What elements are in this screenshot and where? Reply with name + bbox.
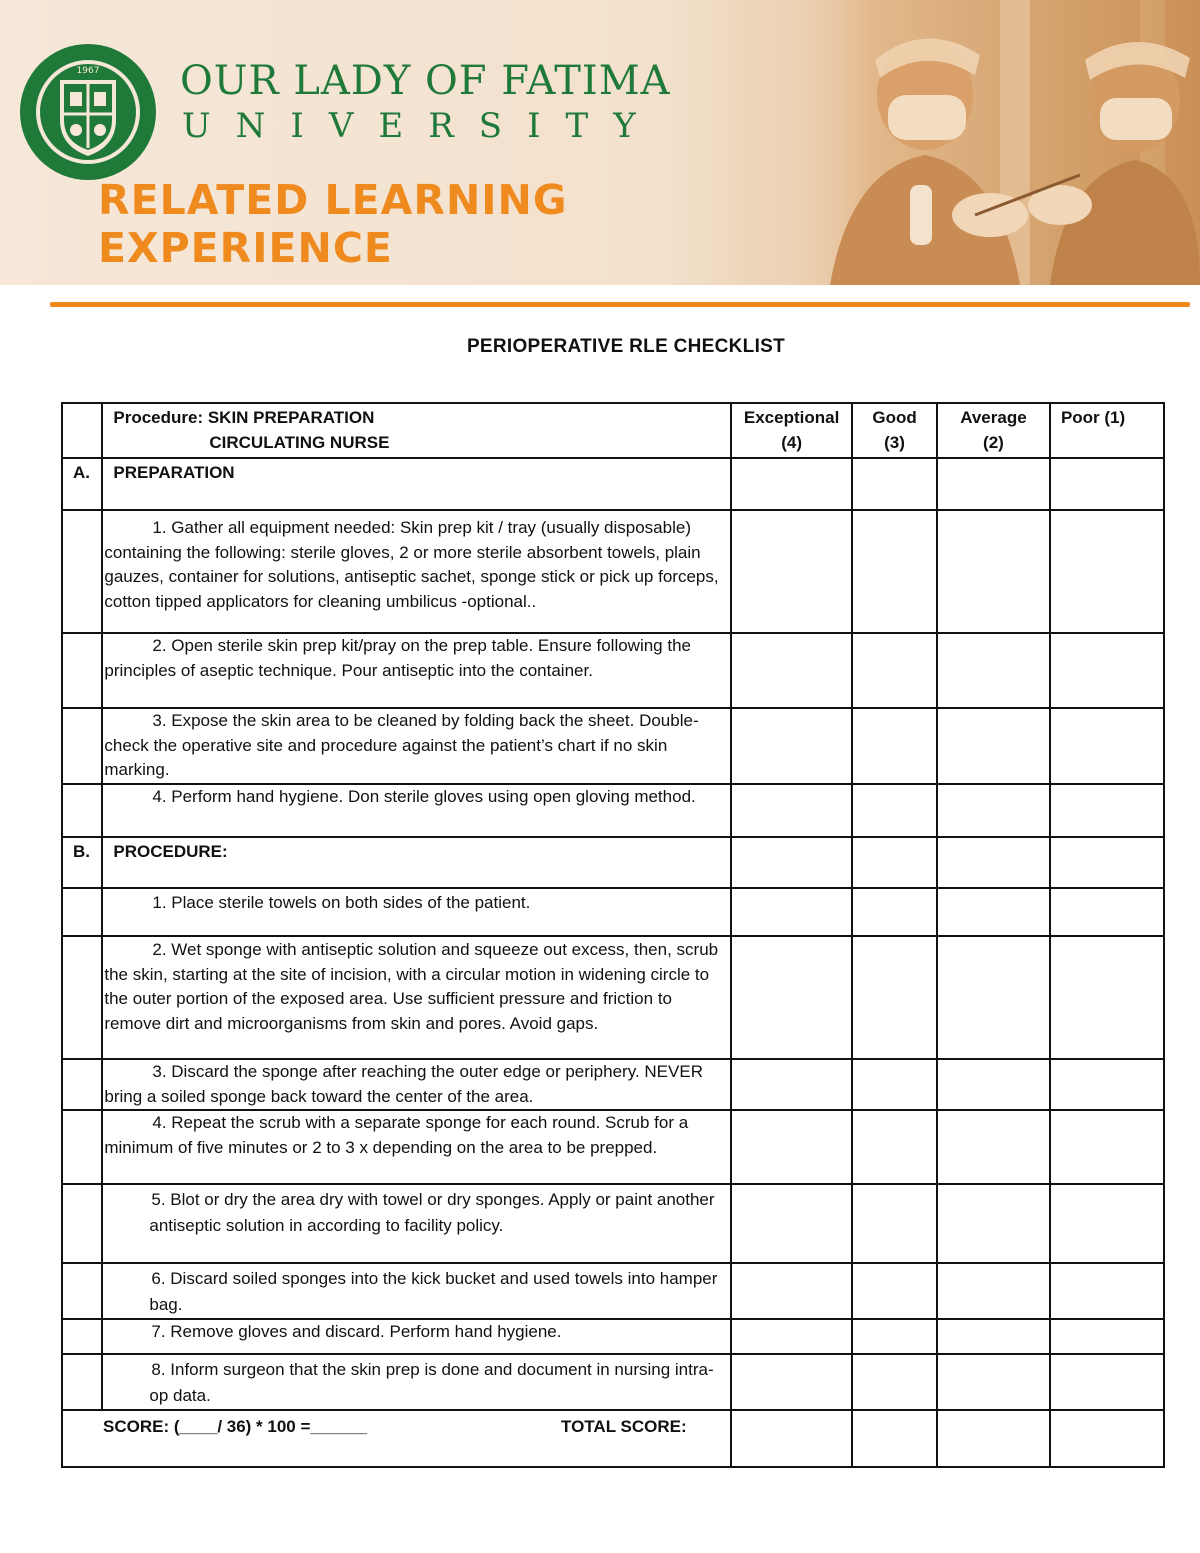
program-title-line1: RELATED LEARNING: [98, 176, 568, 224]
rating-cell-exceptional[interactable]: [731, 510, 852, 633]
rating-label: Average: [960, 408, 1027, 427]
table-row: [62, 1110, 1164, 1184]
total-score-label: TOTAL SCORE:: [561, 1417, 687, 1436]
rating-cell-poor[interactable]: [1050, 888, 1164, 936]
section-letter: B.: [62, 837, 102, 888]
rating-cell-poor[interactable]: [1050, 1319, 1164, 1354]
rating-cell-good[interactable]: [852, 510, 937, 633]
score-row: [62, 1410, 1164, 1467]
rating-value: (2): [983, 432, 1004, 452]
rating-cell-good[interactable]: [852, 633, 937, 708]
table-row: [62, 936, 1164, 1059]
rating-label: Exceptional: [743, 408, 840, 427]
rating-cell-average[interactable]: [937, 888, 1050, 936]
rating-cell-average[interactable]: [937, 708, 1050, 784]
rating-cell-good[interactable]: [852, 784, 937, 837]
section-title: PREPARATION: [102, 458, 731, 510]
step-text: 4. Perform hand hygiene. Don sterile gloves using open gloving method.: [102, 784, 731, 837]
rating-cell-poor[interactable]: [1050, 708, 1164, 784]
rating-header-good: [852, 403, 937, 458]
rating-cell-good[interactable]: [852, 1354, 937, 1410]
table-row: [62, 510, 1164, 633]
rating-cell-good[interactable]: [852, 1263, 937, 1319]
step-text: 3. Discard the sponge after reaching the outer edge or periphery. NEVER bring a soiled sponge back toward the center of the area.: [102, 1059, 731, 1110]
rating-cell-average[interactable]: [937, 1354, 1050, 1410]
rating-cell-average[interactable]: [937, 784, 1050, 837]
rating-cell-average[interactable]: [937, 1059, 1050, 1110]
blank-cell: [62, 888, 102, 936]
blank-cell: [62, 633, 102, 708]
rating-cell-good[interactable]: [852, 888, 937, 936]
step-text: 1. Place sterile towels on both sides of the patient.: [102, 888, 731, 936]
rating-cell-poor[interactable]: [1050, 837, 1164, 888]
rating-value: (4): [781, 432, 802, 452]
rating-cell-good[interactable]: [852, 1319, 937, 1354]
step-text: 4. Repeat the scrub with a separate sponge for each round. Scrub for a minimum of five minutes or 2 to 3 x depending on the area to be prepped.: [102, 1110, 731, 1184]
rating-cell-exceptional[interactable]: [731, 784, 852, 837]
procedure-header-cell: [102, 403, 731, 458]
procedure-label: Procedure: SKIN PREPARATION: [113, 408, 375, 427]
rating-header-average: [937, 403, 1050, 458]
blank-cell: [62, 936, 102, 1059]
rating-cell-good[interactable]: [852, 458, 937, 510]
rating-cell-good[interactable]: [852, 837, 937, 888]
document-title: PERIOPERATIVE RLE CHECKLIST: [466, 336, 786, 357]
rating-cell-poor[interactable]: [1050, 510, 1164, 633]
table-row: [62, 708, 1164, 784]
table-row: [62, 1263, 1164, 1319]
total-cell-exceptional[interactable]: [731, 1410, 852, 1467]
rating-cell-exceptional[interactable]: [731, 1319, 852, 1354]
university-name-line2: UNIVERSITY: [182, 106, 661, 146]
header-banner: [0, 0, 1200, 285]
rating-cell-poor[interactable]: [1050, 1354, 1164, 1410]
rating-cell-exceptional[interactable]: [731, 633, 852, 708]
rating-cell-poor[interactable]: [1050, 633, 1164, 708]
rating-cell-average[interactable]: [937, 1319, 1050, 1354]
blank-cell: [62, 1110, 102, 1184]
step-text: 6. Discard soiled sponges into the kick bucket and used towels into hamper bag.: [102, 1263, 731, 1319]
blank-cell: [62, 1059, 102, 1110]
rating-label: Good: [872, 408, 917, 427]
score-cell: [62, 1410, 731, 1467]
rating-value: (3): [884, 432, 905, 452]
rating-cell-poor[interactable]: [1050, 1110, 1164, 1184]
rating-header-exceptional: [731, 403, 852, 458]
rating-cell-average[interactable]: [937, 458, 1050, 510]
university-seal-icon: [18, 42, 158, 182]
table-row: [62, 1354, 1164, 1410]
program-title-line2: EXPERIENCE: [98, 224, 393, 272]
role-label: CIRCULATING NURSE: [209, 432, 390, 452]
university-name-line1: OUR LADY OF FATIMA: [180, 58, 671, 104]
header-blank-cell: [62, 403, 102, 458]
seal-year: 1967: [76, 66, 100, 76]
header-divider: [50, 302, 1190, 307]
blank-cell: [62, 510, 102, 633]
rating-cell-good[interactable]: [852, 1110, 937, 1184]
total-cell-poor[interactable]: [1050, 1410, 1164, 1467]
rating-cell-poor[interactable]: [1050, 784, 1164, 837]
step-text: 1. Gather all equipment needed: Skin prep kit / tray (usually disposable) containing the following: sterile gloves, 2 or more sterile absorbent towels, plain gauzes, container for solutions, antiseptic sachet, sponge stick or pick up forceps, cotton tipped applicators for cleaning umbilicus -optional..: [102, 510, 731, 633]
blank-cell: [62, 1354, 102, 1410]
rating-cell-average[interactable]: [937, 936, 1050, 1059]
rating-cell-poor[interactable]: [1050, 936, 1164, 1059]
step-text: 7. Remove gloves and discard. Perform hand hygiene.: [102, 1319, 731, 1354]
rating-cell-exceptional[interactable]: [731, 837, 852, 888]
rating-cell-good[interactable]: [852, 1059, 937, 1110]
rating-cell-average[interactable]: [937, 837, 1050, 888]
score-formula: SCORE: (____/ 36) * 100 =______: [103, 1417, 368, 1436]
table-row: [62, 784, 1164, 837]
table-row: [62, 888, 1164, 936]
step-text: 2. Open sterile skin prep kit/pray on the prep table. Ensure following the principles of aseptic technique. Pour antiseptic into the container.: [102, 633, 731, 708]
rating-cell-average[interactable]: [937, 1184, 1050, 1263]
section-row-procedure: [62, 837, 1164, 888]
rating-cell-good[interactable]: [852, 708, 937, 784]
blank-cell: [62, 784, 102, 837]
rating-cell-poor[interactable]: [1050, 1059, 1164, 1110]
step-text: 3. Expose the skin area to be cleaned by folding back the sheet. Double-check the operative site and procedure against the patient’s chart if no skin marking.: [102, 708, 731, 784]
section-letter: A.: [62, 458, 102, 510]
rating-cell-average[interactable]: [937, 1263, 1050, 1319]
rating-cell-poor[interactable]: [1050, 1184, 1164, 1263]
rating-cell-exceptional[interactable]: [731, 936, 852, 1059]
blank-cell: [62, 708, 102, 784]
checklist-table: [61, 402, 1165, 1468]
section-title: PROCEDURE:: [102, 837, 731, 888]
table-header-row: [62, 403, 1164, 458]
rating-cell-average[interactable]: [937, 633, 1050, 708]
table-row: [62, 633, 1164, 708]
total-cell-average[interactable]: [937, 1410, 1050, 1467]
rating-cell-average[interactable]: [937, 510, 1050, 633]
rating-cell-poor[interactable]: [1050, 1263, 1164, 1319]
rating-cell-average[interactable]: [937, 1110, 1050, 1184]
step-text: 5. Blot or dry the area dry with towel or dry sponges. Apply or paint another antiseptic solution in according to facility policy.: [102, 1184, 731, 1263]
step-text: 8. Inform surgeon that the skin prep is done and document in nursing intra-op data.: [102, 1354, 731, 1410]
rating-cell-good[interactable]: [852, 1184, 937, 1263]
rating-cell-exceptional[interactable]: [731, 1059, 852, 1110]
rating-cell-exceptional[interactable]: [731, 708, 852, 784]
rating-cell-exceptional[interactable]: [731, 888, 852, 936]
section-row-preparation: [62, 458, 1164, 510]
rating-header-poor: [1050, 403, 1164, 458]
table-row: [62, 1319, 1164, 1354]
rating-cell-exceptional[interactable]: [731, 458, 852, 510]
surgeons-photo: [760, 0, 1200, 285]
blank-cell: [62, 1263, 102, 1319]
step-text: 2. Wet sponge with antiseptic solution and squeeze out excess, then, scrub the skin, starting at the site of incision, with a circular motion in widening circle to the outer portion of the exposed area. Use sufficient pressure and friction to remove dirt and microorganisms from skin and pores. Avoid gaps.: [102, 936, 731, 1059]
table-row: [62, 1059, 1164, 1110]
rating-cell-exceptional[interactable]: [731, 1184, 852, 1263]
table-row: [62, 1184, 1164, 1263]
rating-cell-good[interactable]: [852, 936, 937, 1059]
rating-cell-exceptional[interactable]: [731, 1263, 852, 1319]
blank-cell: [62, 1319, 102, 1354]
total-cell-good[interactable]: [852, 1410, 937, 1467]
rating-cell-poor[interactable]: [1050, 458, 1164, 510]
rating-label: Poor (1): [1060, 408, 1126, 427]
blank-cell: [62, 1184, 102, 1263]
rating-cell-exceptional[interactable]: [731, 1354, 852, 1410]
rating-cell-exceptional[interactable]: [731, 1110, 852, 1184]
